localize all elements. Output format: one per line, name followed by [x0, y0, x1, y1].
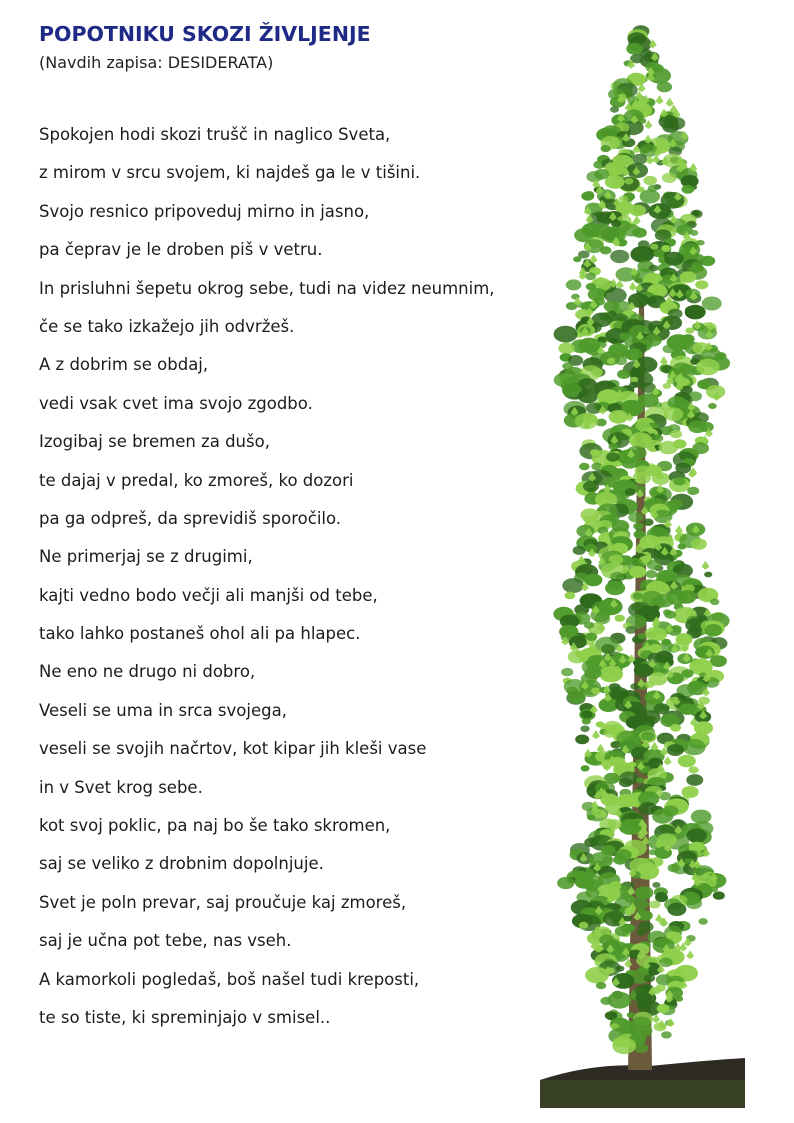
poem-line: In prisluhni šepetu okrog sebe, tudi na videz neumnim,	[39, 278, 495, 298]
poem-line: Izogibaj se bremen za dušo,	[39, 432, 270, 452]
poem-line: z mirom v srcu svojem, ki najdeš ga le v tišini.	[39, 163, 421, 183]
poem-line: te so tiste, ki spreminjajo v smisel..	[39, 1007, 331, 1027]
poem-line: če se tako izkažejo jih odvržeš.	[39, 316, 295, 336]
poem-line: kot svoj poklic, pa naj bo še tako skromen,	[39, 816, 391, 836]
poem-line: pa ga odpreš, da sprevidiš sporočilo.	[39, 508, 342, 528]
poem-line: Svojo resnico pripoveduj mirno in jasno,	[39, 201, 370, 221]
poem-line: saj se veliko z drobnim dopolnjuje.	[39, 854, 324, 874]
poem-line: Ne eno ne drugo ni dobro,	[39, 662, 256, 682]
poem-line: tako lahko postaneš ohol ali pa hlapec.	[39, 624, 361, 644]
poem-line: te dajaj v predal, ko zmoreš, ko dozori	[39, 470, 354, 490]
poem-title: POPOTNIKU SKOZI ŽIVLJENJE	[39, 22, 371, 46]
poem-line: Ne primerjaj se z drugimi,	[39, 547, 253, 567]
poem-line: kajti vedno bodo večji ali manjši od tebe,	[39, 585, 378, 605]
poem-line: Svet je poln prevar, saj proučuje kaj zmoreš,	[39, 892, 407, 912]
tree-illustration	[535, 0, 765, 1115]
poem-line: Spokojen hodi skozi trušč in naglico Sveta,	[39, 125, 391, 144]
poem-line: vedi vsak cvet ima svojo zgodbo.	[39, 393, 313, 413]
poem-line: A kamorkoli pogledaš, boš našel tudi kreposti,	[39, 969, 420, 989]
poem-line: A z dobrim se obdaj,	[39, 355, 209, 375]
poem-line: in v Svet krog sebe.	[39, 777, 203, 797]
poem-subtitle: (Navdih zapisa: DESIDERATA)	[39, 53, 274, 72]
poem-body	[39, 122, 495, 1043]
poem-line: Veseli se uma in srca svojega,	[39, 700, 287, 720]
foliage	[553, 25, 730, 1054]
poem-line: pa čeprav je le droben piš v vetru.	[39, 240, 323, 260]
poem-line: veseli se svojih načrtov, kot kipar jih kleši vase	[39, 739, 427, 759]
poem-line: saj je učna pot tebe, nas vseh.	[39, 931, 292, 951]
